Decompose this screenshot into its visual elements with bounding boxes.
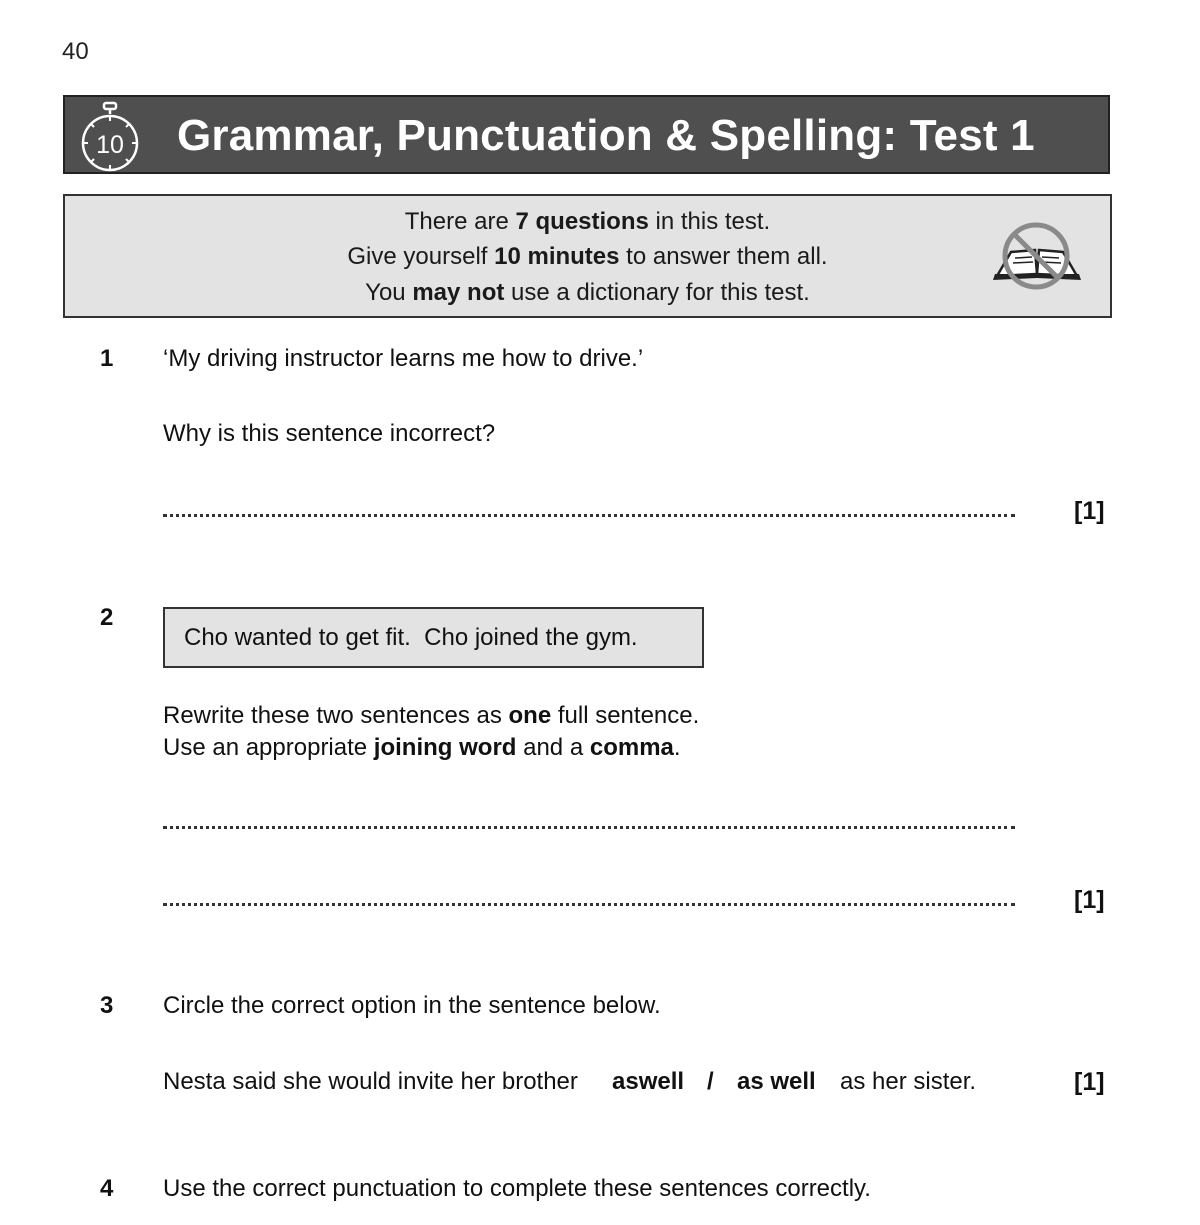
question-1-answer-line[interactable] — [163, 514, 1015, 517]
question-3-sentence-end: as her sister. — [840, 1068, 977, 1095]
question-4-prompt: Use the correct punctuation to complete these sentences correctly. — [163, 1175, 871, 1202]
question-4-number: 4 — [100, 1175, 114, 1202]
question-2-instruction-1: Rewrite these two sentences as one full sentence. — [163, 702, 700, 729]
no-dictionary-icon — [989, 218, 1085, 294]
question-3-option-aswell[interactable]: aswell — [612, 1068, 685, 1095]
question-2-answer-line-1[interactable] — [163, 826, 1015, 829]
instruction-line-2: Give yourself 10 minutes to answer them all. — [347, 243, 828, 270]
timer-minutes: 10 — [96, 131, 124, 159]
page-number: 40 — [62, 38, 89, 65]
question-3-prompt: Circle the correct option in the sentence below. — [163, 992, 661, 1019]
question-1-quote: ‘My driving instructor learns me how to drive.’ — [163, 345, 644, 372]
question-3-option-separator: / — [707, 1068, 714, 1095]
instruction-line-1: There are 7 questions in this test. — [404, 208, 771, 235]
question-1-number: 1 — [100, 345, 114, 372]
stopwatch-icon — [77, 101, 143, 173]
question-1-marks: [1] — [1074, 497, 1105, 525]
question-1-prompt: Why is this sentence incorrect? — [163, 420, 496, 447]
question-3-option-as-well[interactable]: as well — [737, 1068, 816, 1095]
instruction-line-3: You may not use a dictionary for this test. — [365, 279, 810, 306]
question-3-marks: [1] — [1074, 1068, 1105, 1096]
title-bar — [63, 95, 1110, 174]
question-3-sentence-start: Nesta said she would invite her brother — [163, 1068, 578, 1095]
instructions-box — [63, 194, 1112, 318]
page-title: Grammar, Punctuation & Spelling: Test 1 — [177, 111, 1035, 160]
question-2-marks: [1] — [1074, 886, 1105, 914]
question-2-sentence-box: Cho wanted to get fit. Cho joined the gym. — [163, 607, 704, 668]
question-3-number: 3 — [100, 992, 114, 1019]
question-2-instruction-2: Use an appropriate joining word and a comma. — [163, 734, 681, 761]
question-2-answer-line-2[interactable] — [163, 903, 1015, 906]
question-2-number: 2 — [100, 604, 114, 631]
